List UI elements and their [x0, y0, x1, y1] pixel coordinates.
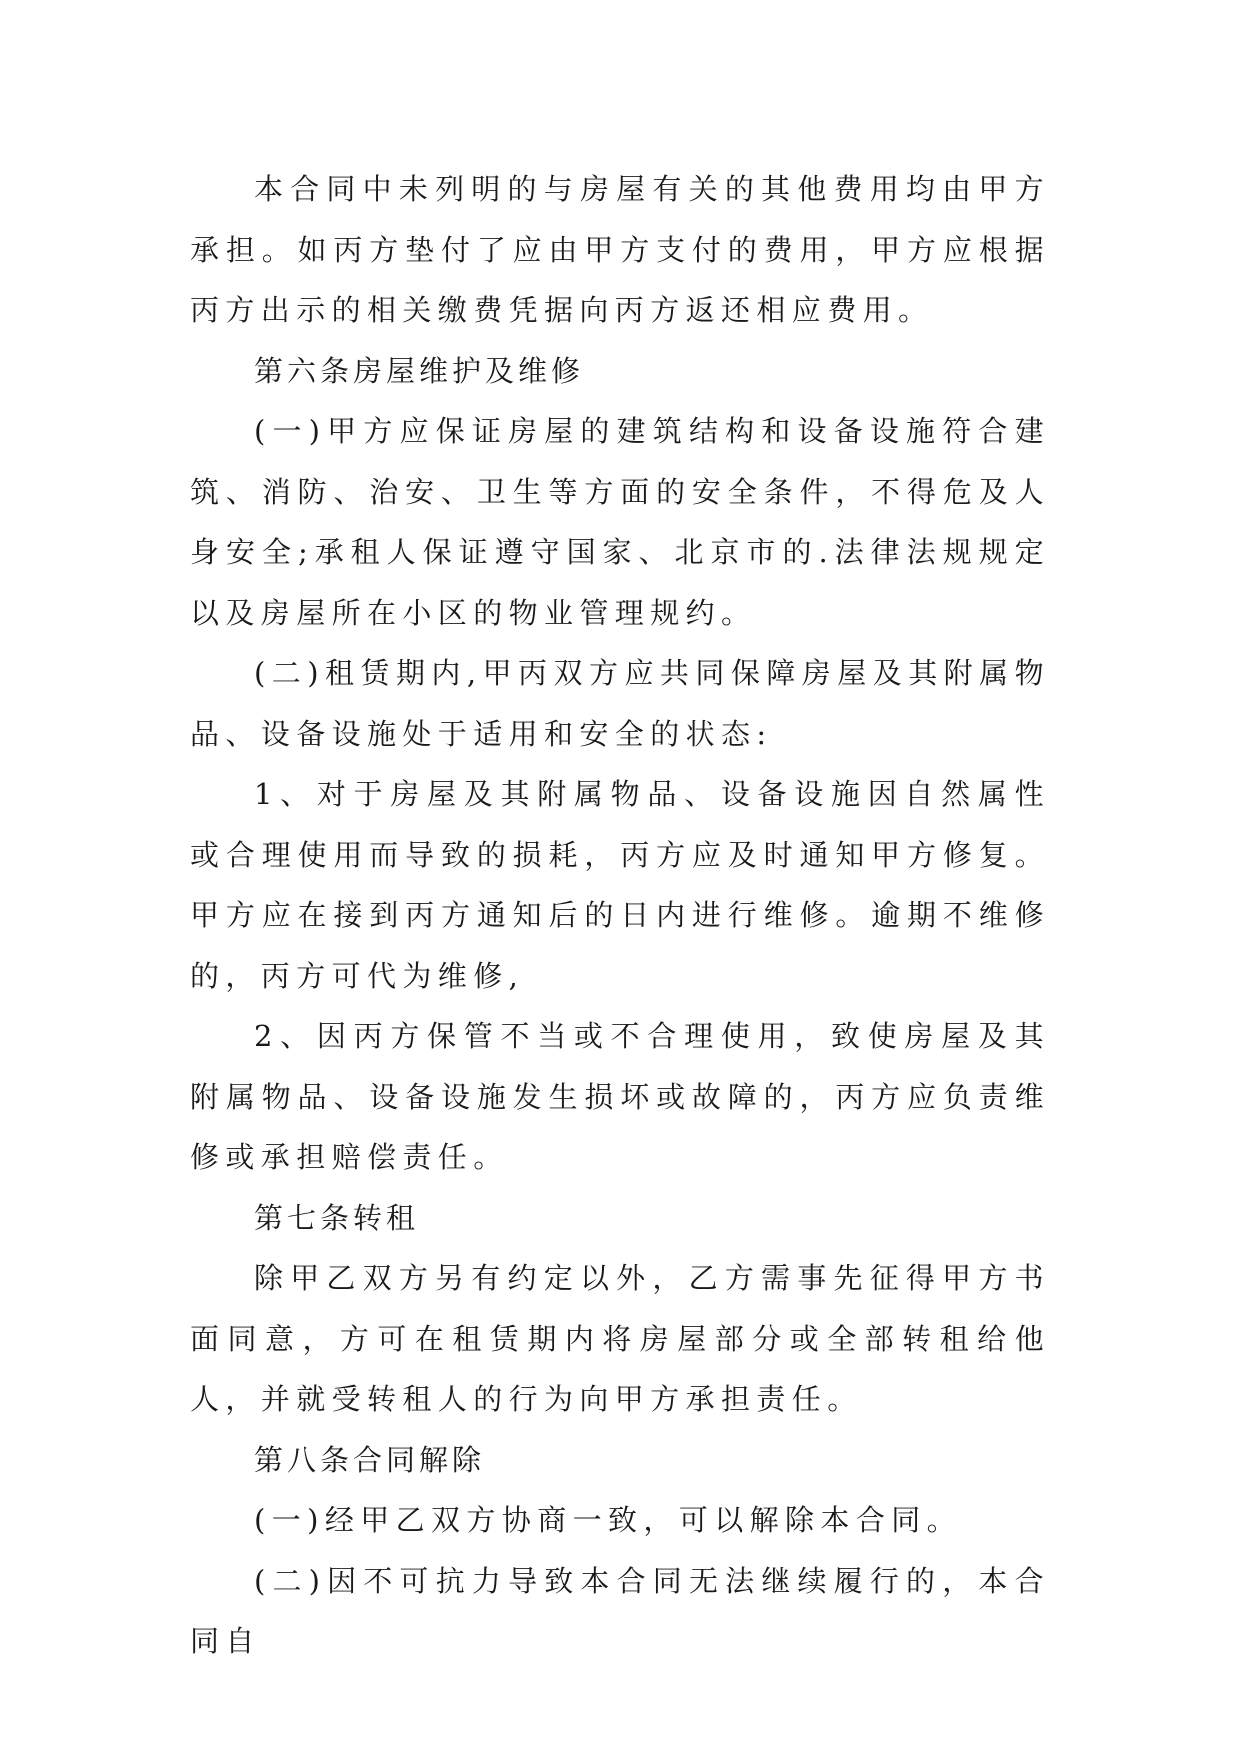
paragraph-8-2: (二)因不可抗力导致本合同无法继续履行的，本合同自: [190, 1563, 1050, 1658]
paragraph-6-2: (二)租赁期内,甲丙双方应共同保障房屋及其附属物品、设备设施处于适用和安全的状态:: [190, 656, 1050, 751]
paragraph-6-1: (一)甲方应保证房屋的建筑结构和设备设施符合建筑、消防、治安、卫生等方面的安全条件，不得危及人身安全;承租人保证遵守国家、北京市的.法律法规规定以及房屋所在小区的物业管理规约。: [190, 414, 1050, 630]
document-body: [190, 159, 1050, 1672]
article-8-heading: 第八条合同解除: [254, 1442, 486, 1477]
paragraph-7: 除甲乙双方另有约定以外，乙方需事先征得甲方书面同意，方可在租赁期内将房屋部分或全部转租给他人，并就受转租人的行为向甲方承担责任。: [190, 1261, 1050, 1416]
paragraph-6-2-item-1: 1、对于房屋及其附属物品、设备设施因自然属性或合理使用而导致的损耗，丙方应及时通知甲方修复。甲方应在接到丙方通知后的日内进行维修。逾期不维修的，丙方可代为维修,: [190, 777, 1050, 993]
paragraph-other-fees: 本合同中未列明的与房屋有关的其他费用均由甲方承担。如丙方垫付了应由甲方支付的费用，甲方应根据丙方出示的相关缴费凭据向丙方返还相应费用。: [190, 172, 1050, 327]
paragraph-8-1: (一)经甲乙双方协商一致，可以解除本合同。: [254, 1503, 963, 1537]
article-7-heading: 第七条转租: [254, 1200, 420, 1235]
article-6-heading: 第六条房屋维护及维修: [254, 353, 585, 388]
paragraph-6-2-item-2: 2、因丙方保管不当或不合理使用，致使房屋及其附属物品、设备设施发生损坏或故障的，丙方应负责维修或承担赔偿责任。: [190, 1019, 1050, 1174]
